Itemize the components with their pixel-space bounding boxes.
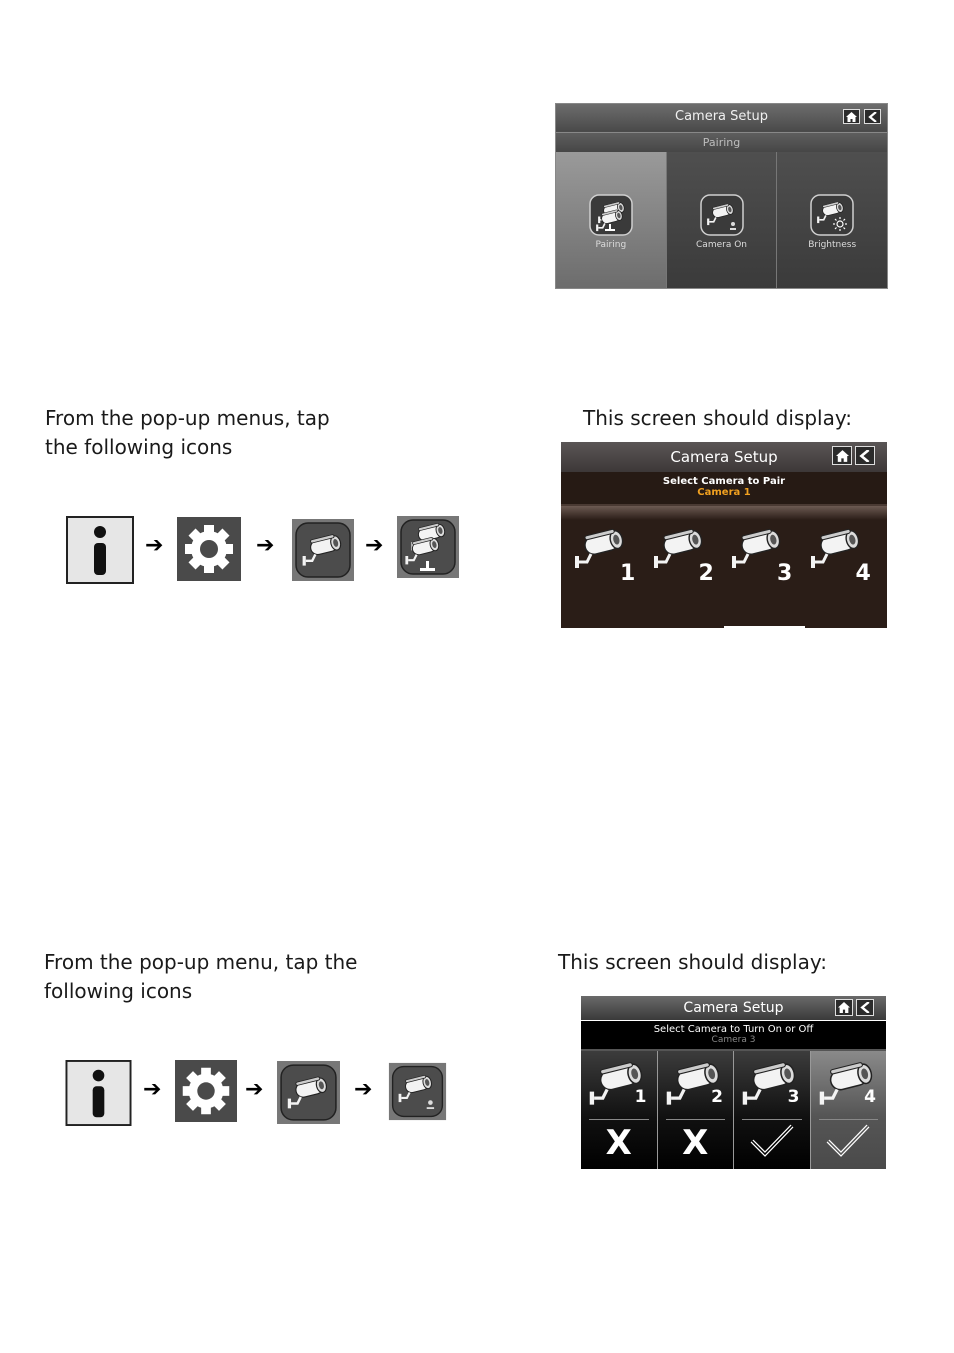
divider <box>666 1119 726 1120</box>
screen-subtitle: Pairing <box>556 132 887 154</box>
header-band <box>561 506 887 520</box>
screen-title <box>561 442 887 472</box>
camera-setup-icon[interactable] <box>291 518 355 582</box>
select-camera-to-pair-screen <box>561 442 887 628</box>
selected-camera-text: Camera 1 <box>697 487 751 498</box>
camera-4-toggle[interactable] <box>811 1051 887 1169</box>
arrow-icon: ➔ <box>245 1077 264 1102</box>
select-camera-on-off-screen <box>581 996 886 1169</box>
camera-number: 3 <box>787 1087 800 1107</box>
home-icon[interactable] <box>832 446 852 465</box>
back-icon[interactable] <box>856 999 874 1016</box>
camera-2-button[interactable] <box>652 526 718 586</box>
off-x-icon: X <box>682 1123 709 1163</box>
screen-subtitle <box>581 1021 886 1051</box>
gear-icon[interactable] <box>177 517 241 581</box>
screen-title-text: Camera Setup <box>670 448 778 466</box>
tile-label: Pairing <box>595 240 627 250</box>
tile-label: Brightness <box>808 240 857 250</box>
pairing-icon[interactable] <box>396 515 460 579</box>
display-label-1: This screen should display: <box>583 406 852 430</box>
instruction-line: From the pop-up menu, tap the <box>44 950 358 974</box>
camera-number: 3 <box>776 561 793 586</box>
arrow-icon: ➔ <box>256 533 275 558</box>
camera-on-icon <box>700 194 744 236</box>
arrow-icon: ➔ <box>145 533 164 558</box>
instruction-text-2 <box>44 948 358 1006</box>
home-icon[interactable] <box>843 109 860 124</box>
check-icon <box>811 1123 887 1163</box>
camera-setup-pairing-screen <box>555 103 888 289</box>
home-icon[interactable] <box>835 999 853 1016</box>
subtitle-text: Select Camera to Pair <box>662 476 786 487</box>
tile-label: Camera On <box>696 240 747 250</box>
screen-title <box>581 996 886 1021</box>
check-icon <box>734 1123 810 1163</box>
camera-2-toggle[interactable] <box>658 1051 735 1169</box>
camera-setup-icon[interactable] <box>276 1060 341 1125</box>
divider <box>742 1119 802 1120</box>
screen-title <box>556 104 887 131</box>
instruction-text-1 <box>45 404 330 462</box>
camera-number: 4 <box>864 1087 876 1107</box>
brightness-tile[interactable] <box>777 152 887 289</box>
camera-1-button[interactable] <box>573 526 639 586</box>
camera-3-button[interactable] <box>730 526 796 586</box>
camera-3-toggle[interactable] <box>734 1051 811 1169</box>
screen-title-text: Camera Setup <box>675 109 768 124</box>
info-icon[interactable] <box>65 1060 132 1126</box>
gear-icon[interactable] <box>175 1060 237 1122</box>
info-icon[interactable] <box>66 516 134 584</box>
instruction-line: From the pop-up menus, tap <box>45 406 330 430</box>
divider <box>589 1119 649 1120</box>
camera-number: 2 <box>698 561 714 586</box>
display-label-2: This screen should display: <box>558 950 827 974</box>
instruction-line: the following icons <box>45 435 233 459</box>
back-icon[interactable] <box>864 109 881 124</box>
camera-number: 2 <box>711 1087 723 1107</box>
arrow-icon: ➔ <box>354 1077 373 1102</box>
camera-4-button[interactable] <box>809 526 875 586</box>
subtitle-text: Select Camera to Turn On or Off <box>653 1024 814 1035</box>
arrow-icon: ➔ <box>143 1077 162 1102</box>
camera-on-icon[interactable] <box>388 1062 447 1121</box>
camera-1-toggle[interactable] <box>581 1051 658 1169</box>
selection-indicator <box>724 626 805 628</box>
arrow-icon: ➔ <box>365 533 384 558</box>
camera-number: 1 <box>619 561 636 586</box>
selected-camera-text: Camera 3 <box>711 1035 756 1045</box>
pairing-tile[interactable] <box>556 152 667 289</box>
divider <box>819 1119 879 1120</box>
camera-number: 1 <box>634 1087 647 1107</box>
back-icon[interactable] <box>855 446 875 465</box>
camera-on-tile[interactable] <box>667 152 778 289</box>
brightness-icon <box>810 194 854 236</box>
instruction-line: following icons <box>44 979 193 1003</box>
pairing-icon <box>589 194 633 236</box>
screen-title-text: Camera Setup <box>683 1000 784 1016</box>
camera-number: 4 <box>855 561 871 586</box>
off-x-icon: X <box>605 1123 632 1163</box>
screen-subtitle <box>561 472 887 506</box>
